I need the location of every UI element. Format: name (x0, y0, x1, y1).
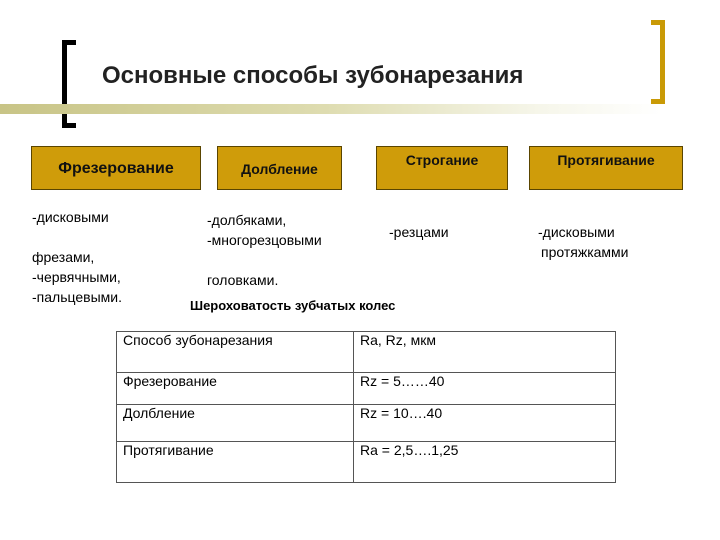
method-box-shaping: Долбление (217, 146, 342, 190)
list-item: -долбяками, (207, 212, 287, 228)
list-item: -пальцевыми. (32, 289, 122, 305)
table-row (117, 442, 616, 483)
roughness-table (116, 331, 616, 483)
list-item: -резцами (389, 224, 449, 240)
slide-title: Основные способы зубонарезания (102, 62, 524, 89)
method-box-planing: Строгание (376, 146, 508, 190)
list-item: -червячными, (32, 269, 121, 285)
list-item (207, 250, 322, 270)
table-cell: Ra = 2,5….1,25 (354, 442, 616, 483)
list-item: головками. (207, 272, 279, 288)
table-row (117, 373, 616, 405)
method-box-broaching: Протягивание (529, 146, 683, 190)
table-cell: Фрезерование (117, 373, 354, 405)
table-cell: Долбление (117, 405, 354, 442)
list-item: фрезами, (32, 249, 95, 265)
list-item (32, 227, 122, 247)
list-item: протяжкамми (541, 244, 629, 260)
method-box-milling: Фрезерование (31, 146, 201, 190)
table-cell: Rz = 10….40 (354, 405, 616, 442)
list-item: -многорезцовыми (207, 232, 322, 248)
header-cell: Способ зубонарезания (117, 332, 354, 373)
table-row (117, 405, 616, 442)
list-item: -дисковыми (32, 209, 109, 225)
list-item: -дисковыми (538, 224, 615, 240)
table-cell: Протягивание (117, 442, 354, 483)
header-cell: Ra, Rz, мкм (354, 332, 616, 373)
left-bracket-decoration (62, 40, 76, 128)
table-cell: Rz = 5……40 (354, 373, 616, 405)
table-header-row (117, 332, 616, 373)
planing-tools-list (389, 222, 449, 242)
table-caption: Шероховатость зубчатых колес (190, 298, 396, 313)
shaping-tools-list (207, 210, 322, 290)
broaching-tools-list (538, 222, 629, 262)
right-bracket-decoration (651, 20, 665, 104)
milling-tools-list (32, 207, 122, 307)
title-underline-bar (0, 104, 720, 114)
